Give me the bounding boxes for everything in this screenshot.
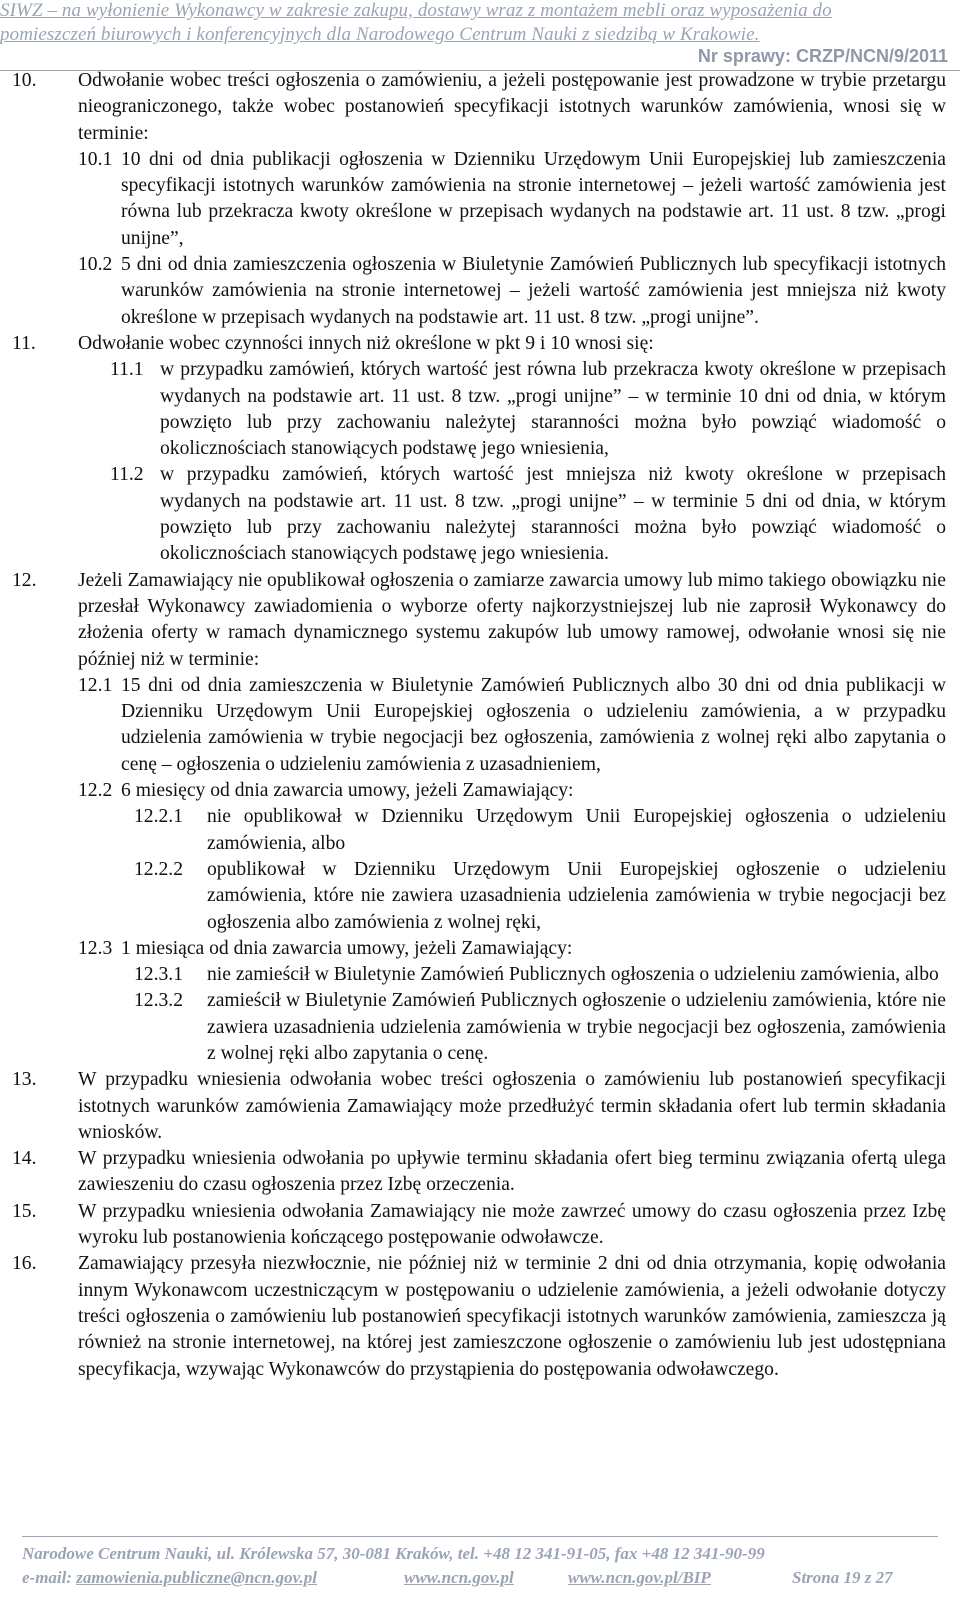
footer-divider (22, 1536, 938, 1537)
footer-address: Narodowe Centrum Nauki, ul. Królewska 57, 30-081 Kraków, tel. +48 12 341-91-05, fax +48 12 341-90-99 (22, 1544, 765, 1563)
section-number: 12. (12, 569, 37, 591)
section-number: 11.2 (110, 464, 144, 486)
section-number: 11.1 (110, 359, 144, 381)
section-13 (12, 1067, 946, 1146)
section-number: 10.1 (78, 148, 113, 170)
page-footer (0, 1536, 960, 1605)
section-12-3 (12, 936, 946, 962)
section-text: zamieścił w Biuletynie Zamówień Publicznych ogłoszenie o udzieleniu zamówienia, które nie zawiera uzasadnienia udzielenia zamówienia w trybie negocjacji bez ogłoszenia, zamówienia z wolnej ręki albo zapytania o cenę. (207, 990, 946, 1064)
section-12 (12, 568, 946, 673)
section-15 (12, 1199, 946, 1252)
section-11 (12, 331, 946, 357)
section-text: Odwołanie wobec czynności innych niż określone w pkt 9 i 10 wnosi się: (78, 332, 654, 354)
section-12-2-1 (12, 804, 946, 857)
section-12-2-2 (12, 857, 946, 936)
section-text: nie opublikował w Dzienniku Urzędowym Unii Europejskiej ogłoszenia o udzieleniu zamówienia, albo (207, 806, 946, 854)
section-text: w przypadku zamówień, których wartość jest równa lub przekracza kwoty określone w przepisach wydanych na podstawie art. 11 ust. 8 tzw. „progi unijne” – w terminie 10 dni od dnia, w którym powzięto lub przy zachowaniu należytej staranności można było powziąć wiadomość o okolicznościach stanowiących podstawę jego wniesienia, (160, 359, 946, 460)
bip-link[interactable]: www.ncn.gov.pl/BIP (568, 1568, 711, 1587)
section-number: 12.1 (78, 674, 113, 696)
section-number: 11. (12, 332, 36, 354)
header-title-line-2: pomieszczeń biurowych i konferencyjnych dla Narodowego Centrum Nauki z siedzibą w Krakowie. (0, 24, 760, 45)
email-link[interactable]: zamowienia.publiczne@ncn.gov.pl (76, 1568, 317, 1587)
footer-email-group (22, 1568, 317, 1588)
section-text: W przypadku wniesienia odwołania Zamawiający nie może zawrzeć umowy do czasu ogłoszenia przez Izbę wyroku lub postanowienia kończącego postępowanie odwoławcze. (78, 1200, 946, 1249)
section-10-1 (12, 147, 946, 252)
section-number: 13. (12, 1069, 37, 1091)
section-number: 15. (12, 1200, 37, 1222)
section-number: 16. (12, 1253, 37, 1275)
section-number: 10. (12, 70, 37, 91)
section-text: opublikował w Dzienniku Urzędowym Unii Europejskiej ogłoszenie o udzieleniu zamówienia, które nie zawiera uzasadnienia udzielenia zamówienia w trybie negocjacji bez ogłoszenia albo zamówienia z wolnej ręki, (207, 858, 946, 933)
document-body (12, 68, 946, 1383)
section-16 (12, 1251, 946, 1382)
section-12-3-2 (12, 988, 946, 1067)
section-text: Jeżeli Zamawiający nie opublikował ogłoszenia o zamiarze zawarcia umowy lub mimo takiego obowiązku nie przesłał Wykonawcy zawiadomienia o wyborze oferty najkorzystniejszej lub nie zaprosił Wykonawcy do złożenia oferty w ramach dynamicznego systemu zakupów lub umowy ramowej, odwołanie wnosi się nie później niż w terminie: (78, 569, 946, 670)
section-text: 6 miesięcy od dnia zawarcia umowy, jeżeli Zamawiający: (121, 780, 574, 802)
section-number: 12.3.2 (134, 990, 183, 1012)
section-10 (12, 68, 946, 147)
section-number: 12.3.1 (134, 964, 183, 986)
section-text: W przypadku wniesienia odwołania wobec treści ogłoszenia o zamówieniu lub postanowień specyfikacji istotnych warunków zamówienia Zamawiający może przedłużyć termin składania ofert lub termin składania wniosków. (78, 1069, 946, 1143)
case-number: Nr sprawy: CRZP/NCN/9/2011 (697, 46, 948, 66)
section-11-2 (12, 462, 946, 567)
section-number: 10.2 (78, 254, 113, 276)
email-label: e-mail: (22, 1568, 77, 1587)
header-title-line-1: SIWZ – na wyłonienie Wykonawcy w zakresie zakupu, dostawy wraz z montażem mebli oraz wyposażenia do (0, 0, 832, 21)
section-text: nie zamieścił w Biuletynie Zamówień Publicznych ogłoszenia o udzieleniu zamówienia, albo (207, 964, 939, 986)
section-number: 14. (12, 1148, 37, 1170)
section-number: 12.2.1 (134, 806, 183, 828)
section-number: 12.2 (78, 780, 113, 802)
section-text: 5 dni od dnia zamieszczenia ogłoszenia w Biuletynie Zamówień Publicznych lub specyfikacji istotnych warunków zamówienia na stronie internetowej – jeżeli wartość zamówienia jest mniejsza niż kwoty określone w przepisach wydanych na podstawie art. 11 ust. 8 tzw. „progi unijne”. (121, 254, 946, 328)
page-header (0, 0, 960, 72)
page-number: Strona 19 z 27 (792, 1568, 893, 1587)
section-11-1 (12, 357, 946, 462)
section-text: 10 dni od dnia publikacji ogłoszenia w Dzienniku Urzędowym Unii Europejskiej lub zamieszczenia specyfikacji istotnych warunków zamówienia na stronie internetowej – jeżeli wartość zamówienia jest równa lub przekracza kwoty określone w przepisach wydanych na podstawie art. 11 ust. 8 tzw. „progi unijne”, (121, 148, 946, 249)
section-text: 15 dni od dnia zamieszczenia w Biuletynie Zamówień Publicznych albo 30 dni od dnia publikacji w Dzienniku Urzędowym Unii Europejskiej ogłoszenia o udzieleniu zamówienia, a w przypadku udzielenia zamówienia w trybie negocjacji bez ogłoszenia, zamówienia z wolnej ręki albo zapytania o cenę – ogłoszenia o udzieleniu zamówienia z uzasadnieniem, (121, 674, 946, 775)
section-text: W przypadku wniesienia odwołania po upływie terminu składania ofert bieg terminu związania ofertą ulega zawieszeniu do czasu ogłoszenia przez Izbę orzeczenia. (78, 1148, 946, 1196)
section-12-3-1 (12, 962, 946, 988)
section-12-2 (12, 778, 946, 804)
section-text: w przypadku zamówień, których wartość jest mniejsza niż kwoty określone w przepisach wydanych na podstawie art. 11 ust. 8 tzw. „progi unijne” – w terminie 5 dni od dnia, w którym powzięto lub przy zachowaniu należytej staranności można było powziąć wiadomość o okolicznościach stanowiących podstawę jego wniesienia. (160, 464, 946, 565)
section-10-2 (12, 252, 946, 331)
section-14 (12, 1146, 946, 1199)
section-text: Zamawiający przesyła niezwłocznie, nie później niż w terminie 2 dni od dnia otrzymania, kopię odwołania innym Wykonawcom uczestniczącym w postępowaniu o udzielenie zamówienia, a jeżeli odwołanie dotyczy treści ogłoszenia o zamówieniu lub postanowień specyfikacji istotnych warunków zamówienia, zamieszcza ją również na stronie internetowej, na której jest zamieszczone ogłoszenie o zamówieniu lub jest udostępniana specyfikacja, wzywając Wykonawców do przystąpienia do postępowania odwoławczego. (78, 1253, 946, 1380)
section-number: 12.3 (78, 937, 113, 959)
section-text: 1 miesiąca od dnia zawarcia umowy, jeżeli Zamawiający: (121, 937, 573, 959)
website-link[interactable]: www.ncn.gov.pl (404, 1568, 514, 1587)
section-number: 12.2.2 (134, 858, 183, 880)
section-text: Odwołanie wobec treści ogłoszenia o zamówieniu, a jeżeli postępowanie jest prowadzone w trybie przetargu nieograniczonego, także wobec postanowień specyfikacji istotnych warunków zamówienia, wnosi się w terminie: (78, 70, 946, 144)
section-12-1 (12, 673, 946, 778)
